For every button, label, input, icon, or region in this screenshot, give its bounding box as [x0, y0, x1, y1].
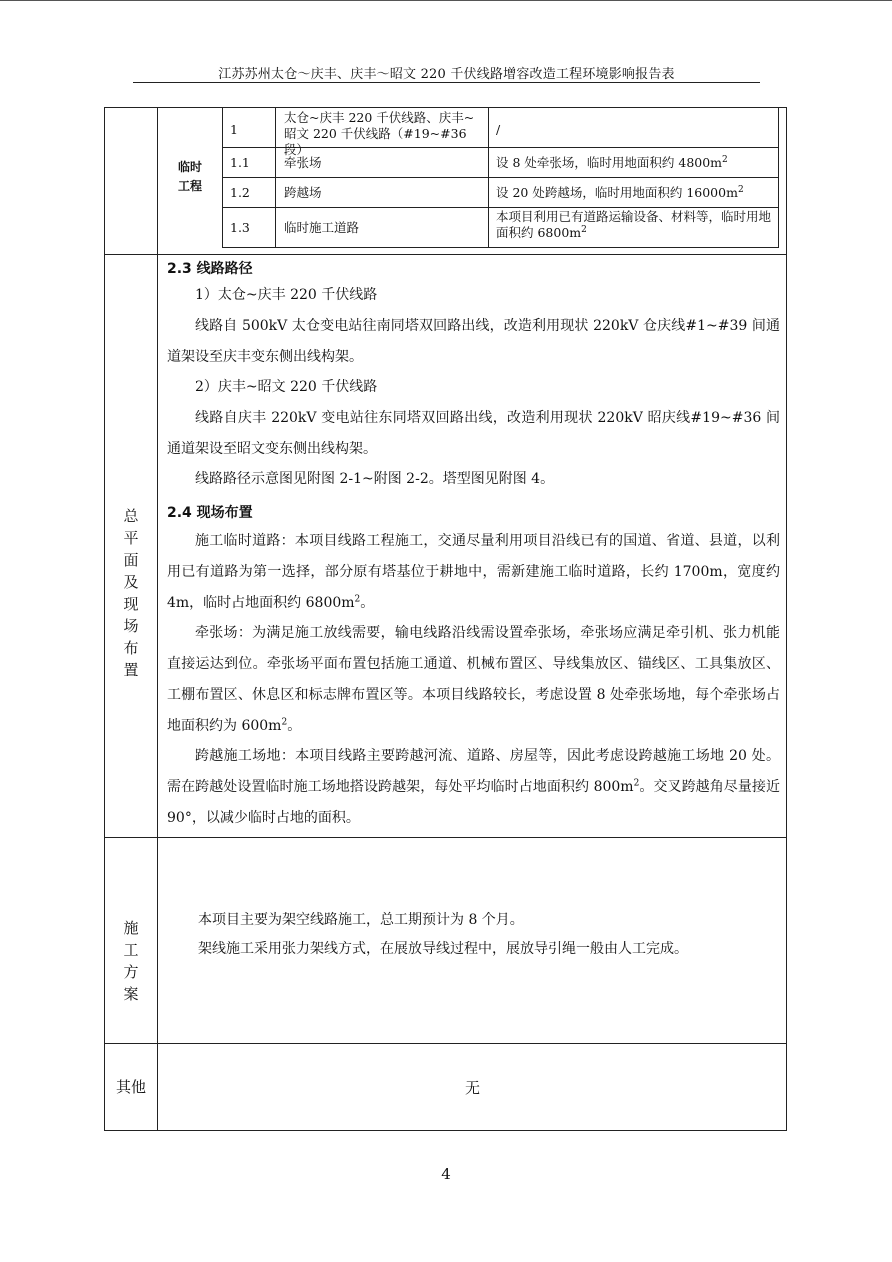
- tension-field-paragraph: 牵张场：为满足施工放线需要，输电线路沿线需设置牵张场，牵张场应满足牵引机、张力机能直接运达到位。牵张场平面布置包括施工通道、机械布置区、导线集放区、锚线区、工具集放区、工棚布置区、休息区和标志牌布置区等。本项目线路较长，考虑设置 8 处牵张场地，每个牵张场占地面积约为 $600m^2$。: [167, 625, 780, 734]
- temp-road-paragraph: 施工临时道路：本项目线路工程施工，交通尽量利用项目沿线已有的国道、省道、县道，以利用已有道路为第一选择，部分原有塔基位于耕地中，需新建施工临时道路，长约 1700m，宽度约 4m，临时占地面积约 $6800m^2$。: [167, 533, 780, 611]
- route-1-desc: 线路自 500kV 太仓变电站往南同塔双回路出线，改造利用现状 220kV 仓庆线#1~#39 间通道架设至庆丰变东侧出线构架。: [167, 318, 780, 365]
- page-number: 4: [441, 1165, 451, 1183]
- temp-row-3-desc: 设 20 处跨越场，临时用地面积约 $16000m^2$: [496, 184, 744, 200]
- route-map-ref: 线路路径示意图见附图 2-1~附图 2-2。塔型图见附图 4。: [195, 471, 555, 487]
- document-header-title: 江苏苏州太仓～庆丰、庆丰～昭文 220 千伏线路增容改造工程环境影响报告表: [218, 67, 675, 82]
- temp-row-3-num: 1.2: [230, 185, 250, 200]
- temp-row-4-desc: 本项目利用已有道路运输设备、材料等，临时用地面积约 $6800m^2$: [496, 209, 772, 240]
- section-line-1: [104, 254, 787, 255]
- temp-row-4-num: 1.3: [230, 220, 250, 235]
- temp-row-line-4: [222, 247, 778, 248]
- construction-plan-label: 施工方案: [123, 919, 139, 1003]
- temp-row-line-2: [222, 177, 778, 178]
- temp-row-2-name: 牵张场: [284, 155, 322, 170]
- section-line-2: [104, 837, 787, 838]
- section-heading-2-3: 2.3 线路路径: [167, 261, 253, 277]
- temp-works-label: 临时工程: [177, 160, 202, 193]
- temp-row-2-desc: 设 8 处牵张场，临时用地面积约 $4800m^2$: [496, 154, 728, 170]
- temp-row-line-3: [222, 207, 778, 208]
- other-label: 其他: [115, 1078, 146, 1096]
- construction-plan-p2: 架线施工采用张力架线方式，在展放导线过程中，展放导引绳一般由人工完成。: [198, 941, 688, 957]
- page-top-border: [0, 0, 892, 1]
- section-heading-2-4: 2.4 现场布置: [167, 505, 253, 521]
- temp-row-4-name: 临时施工道路: [284, 220, 360, 235]
- route-1-title: 1）太仓~庆丰 220 千伏线路: [195, 287, 378, 303]
- temp-row-1-name: 太仓~庆丰 220 千伏线路、庆丰~昭文 220 千伏线路（#19~#36 段）: [284, 110, 475, 157]
- temp-row-1-desc: /: [496, 122, 501, 137]
- section-line-3: [104, 1043, 787, 1044]
- header-underline: [133, 82, 760, 83]
- layout-section-label: 总平面及现场布置: [123, 507, 139, 679]
- temp-row-2-num: 1.1: [230, 155, 250, 170]
- construction-plan-p1: 本项目主要为架空线路施工，总工期预计为 8 个月。: [198, 912, 524, 928]
- temp-row-1-num: 1: [230, 122, 238, 137]
- other-value: 无: [464, 1079, 480, 1097]
- crossing-site-paragraph: 跨越施工场地：本项目线路主要跨越河流、道路、房屋等，因此考虑设跨越施工场地 20 处。需在跨越处设置临时施工场地搭设跨越架，每处平均临时占地面积约 $800m^2$。交叉跨越角尽量接近 90°，以减少临时占地的面积。: [167, 748, 780, 826]
- route-2-title: 2）庆丰~昭文 220 千伏线路: [195, 379, 378, 395]
- temp-row-3-name: 跨越场: [284, 185, 322, 200]
- route-2-desc: 线路自庆丰 220kV 变电站往东同塔双回路出线，改造利用现状 220kV 昭庆线#19~#36 间通道架设至昭文变东侧出线构架。: [167, 410, 780, 457]
